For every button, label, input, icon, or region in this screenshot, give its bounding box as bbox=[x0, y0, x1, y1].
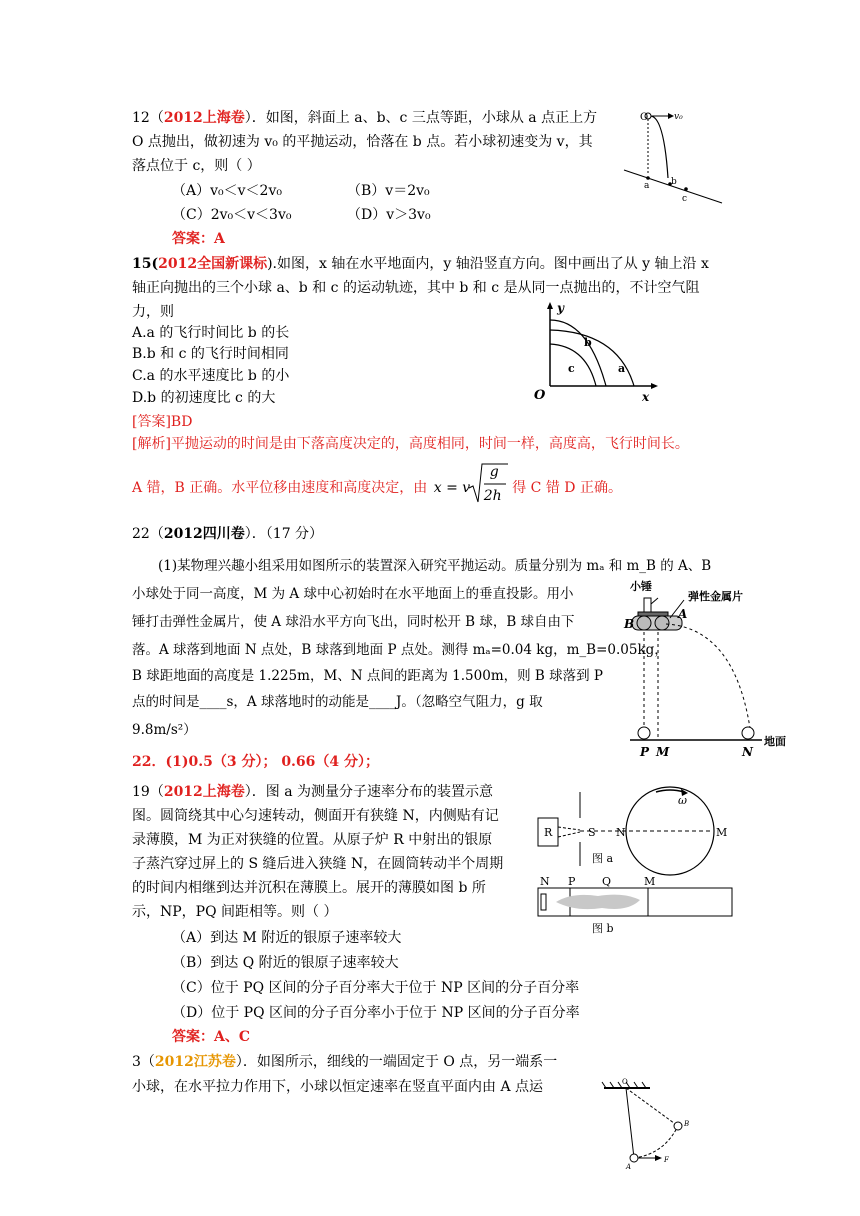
q3-source: 2012江苏卷 bbox=[154, 1054, 236, 1070]
q15-line2: 轴正向抛出的三个小球 a、b 和 c 的运动轨迹，其中 b 和 c 是从同一点抛出的，不计空气阻 bbox=[132, 280, 700, 296]
q19-fig-label-m: M bbox=[716, 826, 728, 839]
q15-formula-num: g bbox=[489, 464, 499, 480]
q22-fig-label-n: N bbox=[742, 745, 753, 759]
q19-fig-label-m2: M bbox=[644, 875, 656, 888]
q22-line1-rest: ）．（17 分） bbox=[244, 526, 324, 542]
q22-figure bbox=[622, 578, 798, 762]
q12-option-d: （D）v＞3v₀ bbox=[347, 207, 431, 223]
q22-body-line6: 点的时间是____s，A 球落地时的动能是____J。（忽略空气阻力，g 取 bbox=[132, 694, 543, 710]
q15-line1-rest: ).如图，x 轴在水平地面内，y 轴沿竖直方向。图中画出了从 y 轴上沿 x bbox=[267, 256, 709, 272]
q12-line2: O 点抛出，做初速为 v₀ 的平抛运动，恰落在 b 点。若小球初速变为 v，其 bbox=[132, 134, 593, 150]
q19-answer: 答案：A、C bbox=[172, 1029, 251, 1045]
q22-line1 bbox=[132, 524, 323, 544]
q3-number: 3（ bbox=[132, 1054, 155, 1070]
q22-fig-label-hammer: 小锤 bbox=[630, 580, 652, 593]
q22-body-line5: B 球距地面的高度是 1.225m，M、N 点间的距离为 1.500m，则 B 球落到 P bbox=[132, 668, 603, 684]
q19-fig-label-n: N bbox=[616, 826, 626, 839]
q15-option-a: A.a 的飞行时间比 b 的长 bbox=[132, 325, 290, 341]
q19-fig-label-fig-b: 图 b bbox=[592, 922, 614, 935]
q19-body-line3: 子蒸汽穿过屏上的 S 缝后进入狭缝 N，在圆筒转动半个周期 bbox=[132, 856, 504, 872]
q15-source: 2012全国新课标 bbox=[158, 256, 268, 272]
q15-line3: 力，则 bbox=[132, 304, 174, 320]
q22-fig-label-plate: 弹性金属片 bbox=[688, 590, 743, 603]
q19-fig-label-s: S bbox=[588, 826, 596, 839]
q3-fig-label-f: F bbox=[664, 1156, 669, 1164]
q3-fig-label-o: O bbox=[622, 1078, 628, 1086]
q22-body-line7: 9.8m/s²） bbox=[132, 722, 197, 738]
q15-analysis-line2 bbox=[132, 464, 622, 504]
q22-body-line1: (1)某物理兴趣小组采用如图所示的装置深入研究平抛运动。质量分别为 mₐ 和 m_B 的 A、B bbox=[158, 558, 712, 574]
q12-answer: 答案：A bbox=[172, 231, 225, 247]
q15-number: 15( bbox=[132, 256, 159, 272]
q15-analysis-pre: A 错，B 正确。水平位移由速度和高度决定，由 bbox=[132, 480, 428, 496]
q15-fig-label-a: a bbox=[618, 362, 626, 375]
q15-analysis-line1: [解析]平抛运动的时间是由下落高度决定的，高度相同，时间一样，高度高，飞行时间长。 bbox=[132, 436, 689, 452]
q15-option-b: B.b 和 c 的飞行时间相同 bbox=[132, 346, 289, 362]
q15-fig-label-y: y bbox=[557, 301, 564, 315]
q12-line1 bbox=[132, 108, 597, 128]
q15-fig-label-c: c bbox=[568, 362, 575, 375]
q19-number: 19（ bbox=[132, 784, 164, 800]
q19-line1-rest: ）．图 a 为测量分子速率分布的装置示意 bbox=[244, 784, 494, 800]
q3-line2: 小球，在水平拉力作用下，小球以恒定速率在竖直平面内由 A 点运 bbox=[132, 1079, 544, 1095]
q19-body-line1: 图。圆筒绕其中心匀速转动，侧面开有狭缝 N，内侧贴有记 bbox=[132, 808, 499, 824]
q22-fig-label-p: P bbox=[640, 745, 650, 759]
q22-body-line2: 小球处于同一高度，M 为 A 球中心初始时在水平地面上的垂直投影。用小 bbox=[132, 586, 574, 602]
q22-source: 2012四川卷 bbox=[163, 526, 245, 542]
q12-number: 12（ bbox=[132, 110, 164, 126]
q12-fig-label-a: a bbox=[644, 181, 650, 191]
q15-line1 bbox=[132, 254, 709, 274]
q12-option-b: （B）v＝2v₀ bbox=[347, 183, 430, 199]
q3-line1 bbox=[132, 1052, 557, 1072]
q19-option-b: （B）到达 Q 附近的银原子速率较大 bbox=[172, 955, 399, 971]
q19-fig-label-fig-a: 图 a bbox=[592, 852, 614, 865]
q19-fig-label-omega: ω bbox=[678, 794, 687, 807]
q22-fig-label-b: B bbox=[624, 617, 635, 631]
q19-body-line5: 示，NP，PQ 间距相等。则（ ） bbox=[132, 904, 338, 920]
q19-fig-label-q: Q bbox=[602, 875, 612, 888]
q15-formula bbox=[432, 464, 508, 504]
q12-line1-rest: ）．如图，斜面上 a、b、c 三点等距，小球从 a 点正上方 bbox=[244, 110, 598, 126]
q12-figure bbox=[618, 104, 728, 208]
q19-fig-label-r: R bbox=[544, 826, 553, 839]
q3-fig-label-b: B bbox=[684, 1120, 690, 1128]
q12-fig-label-b: b bbox=[671, 177, 677, 187]
q19-option-a: （A）到达 M 附近的银原子速率较大 bbox=[172, 930, 402, 946]
q19-fig-label-p: P bbox=[568, 875, 576, 888]
q3-fig-label-a: A bbox=[626, 1163, 632, 1171]
q19-body-line2: 录薄膜，M 为正对狭缝的位置。从原子炉 R 中射出的银原 bbox=[132, 832, 493, 848]
q22-fig-label-m: M bbox=[656, 745, 670, 759]
q15-fig-label-b: b bbox=[584, 336, 592, 349]
q15-figure bbox=[528, 300, 658, 404]
q15-formula-lhs: x = v bbox=[433, 480, 471, 496]
q19-option-c: （C）位于 PQ 区间的分子百分率大于位于 NP 区间的分子百分率 bbox=[172, 980, 580, 996]
q22-body-line4: 落。A 球落到地面 N 点处，B 球落到地面 P 点处。测得 mₐ=0.04 kg，m_B=0.05kg， bbox=[132, 642, 668, 658]
q12-line3: 落点位于 c，则（ ） bbox=[132, 158, 261, 174]
q19-figure bbox=[532, 784, 738, 936]
q19-line1 bbox=[132, 782, 493, 802]
q12-fig-label-c: c bbox=[682, 194, 688, 204]
q15-option-d: D.b 的初速度比 c 的大 bbox=[132, 390, 276, 406]
q19-option-d: （D）位于 PQ 区间的分子百分率小于位于 NP 区间的分子百分率 bbox=[172, 1005, 580, 1021]
q3-figure bbox=[598, 1078, 716, 1174]
q19-body-line4: 的时间内相继到达并沉积在薄膜上。展开的薄膜如图 b 所 bbox=[132, 880, 486, 896]
q15-option-c: C.a 的水平速度比 b 的小 bbox=[132, 368, 290, 384]
q22-fig-label-a: A bbox=[678, 607, 688, 621]
q15-fig-label-x: x bbox=[642, 390, 650, 404]
q12-source: 2012上海卷 bbox=[163, 110, 245, 126]
q22-number: 22（ bbox=[132, 526, 164, 542]
q15-formula-den: 2h bbox=[483, 488, 502, 504]
q3-line1-rest: ）．如图所示，细线的一端固定于 O 点，另一端系一 bbox=[235, 1054, 558, 1070]
q22-answer: 22．(1)0.5（3 分）； 0.66（4 分）； bbox=[132, 754, 380, 770]
q19-fig-label-n2: N bbox=[540, 875, 550, 888]
q19-source: 2012上海卷 bbox=[163, 784, 245, 800]
q12-fig-label-o: O bbox=[640, 112, 649, 123]
q12-fig-label-v0: v₀ bbox=[674, 112, 683, 122]
q12-option-c: （C）2v₀＜v＜3v₀ bbox=[172, 207, 292, 223]
q22-fig-label-ground: 地面 bbox=[764, 735, 786, 748]
q12-option-a: （A）v₀＜v＜2v₀ bbox=[172, 183, 282, 199]
q15-analysis-post: 得 C 错 D 正确。 bbox=[512, 480, 622, 496]
q22-body-line3: 锤打击弹性金属片，使 A 球沿水平方向飞出，同时松开 B 球，B 球自由下 bbox=[132, 614, 575, 630]
q15-answer: [答案]BD bbox=[132, 414, 193, 430]
q15-fig-label-o: O bbox=[534, 388, 546, 403]
